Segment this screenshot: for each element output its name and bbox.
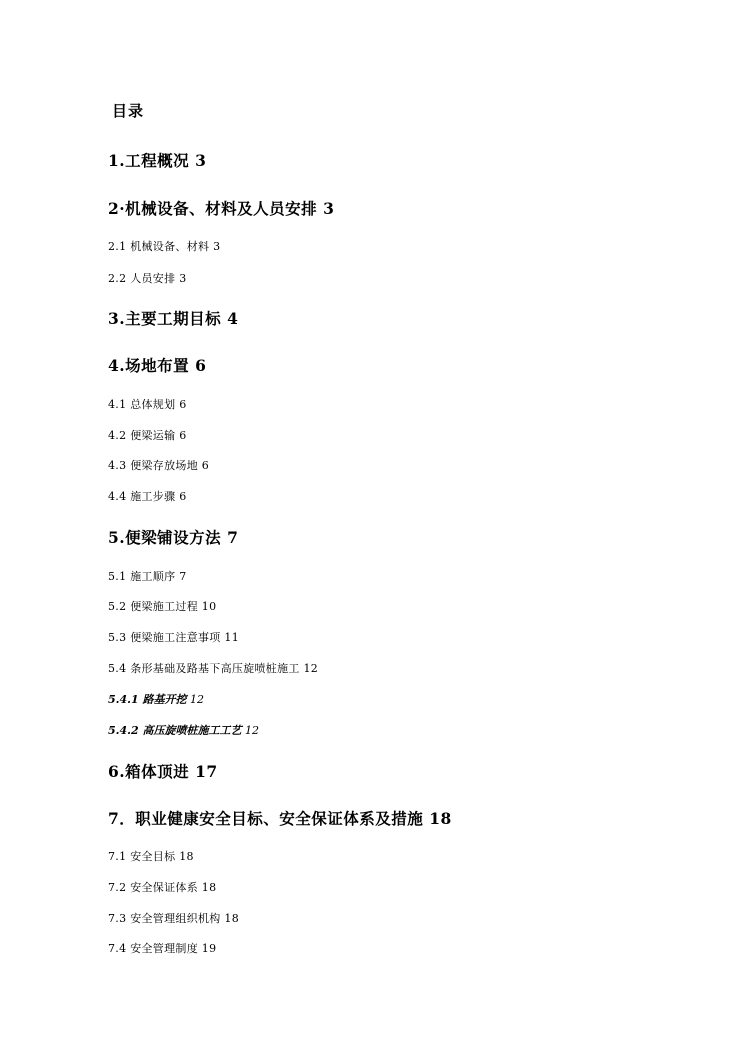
toc-entry-page: 10 — [201, 600, 217, 613]
toc-entry-page: 17 — [195, 762, 218, 781]
toc-entry-text: 5.4 条形基础及路基下高压旋喷桩施工 — [108, 662, 300, 675]
toc-entry-4-1[interactable] — [108, 396, 187, 412]
toc-entry-text: 5.3 便梁施工注意事项 — [108, 631, 221, 644]
toc-entry-text: 7.3 安全管理组织机构 — [108, 912, 221, 925]
toc-entry-5-4-1[interactable] — [108, 691, 204, 707]
toc-entry-page: 7 — [179, 570, 187, 583]
toc-entry-5[interactable] — [108, 526, 238, 548]
toc-entry-text: 4.2 便梁运输 — [108, 429, 176, 442]
toc-title: 目录 — [112, 102, 145, 120]
toc-entry-page: 12 — [303, 662, 319, 675]
toc-entry-page: 6 — [179, 429, 187, 442]
toc-entry-4-3[interactable] — [108, 457, 209, 473]
toc-entry-7-2[interactable] — [108, 879, 216, 895]
toc-entry-text: 5.4.1 路基开挖 — [108, 693, 187, 706]
toc-entry-text: 7.4 安全管理制度 — [108, 942, 198, 955]
toc-entry-text: 3.主要工期目标 — [108, 309, 222, 328]
toc-entry-page: 3 — [213, 240, 221, 253]
toc-entry-7[interactable] — [108, 807, 452, 829]
toc-entry-text: 5.1 施工顺序 — [108, 570, 176, 583]
toc-entry-text: 5.4.2 高压旋喷桩施工工艺 — [108, 724, 242, 737]
toc-entry-4-4[interactable] — [108, 488, 187, 504]
toc-entry-page: 3 — [323, 199, 335, 218]
toc-entry-page: 7 — [227, 528, 239, 547]
toc-entry-page: 18 — [201, 881, 217, 894]
toc-entry-4[interactable] — [108, 354, 206, 376]
toc-entry-page: 6 — [179, 490, 187, 503]
toc-entry-text: 5.便梁铺设方法 — [108, 528, 222, 547]
toc-entry-text: 6.箱体顶进 — [108, 762, 190, 781]
toc-entry-5-3[interactable] — [108, 629, 239, 645]
toc-entry-text: 2.1 机械设备、材料 — [108, 240, 210, 253]
toc-entry-page: 11 — [224, 631, 239, 644]
toc-entry-page: 3 — [179, 272, 187, 285]
toc-entry-page: 18 — [224, 912, 239, 925]
toc-entry-text: 5.2 便梁施工过程 — [108, 600, 198, 613]
toc-entry-7-4[interactable] — [108, 940, 216, 956]
toc-entry-2-1[interactable] — [108, 238, 220, 254]
toc-entry-page: 12 — [244, 724, 259, 737]
toc-entry-1[interactable] — [108, 149, 206, 171]
toc-entry-text: 2·机械设备、材料及人员安排 — [108, 199, 318, 218]
toc-entry-2[interactable] — [108, 197, 334, 219]
toc-list — [108, 0, 708, 1052]
toc-entry-page: 19 — [201, 942, 217, 955]
toc-entry-text: 4.1 总体规划 — [108, 398, 176, 411]
toc-entry-page: 6 — [179, 398, 187, 411]
toc-entry-text: 4.场地布置 — [108, 356, 190, 375]
toc-entry-text: 7．职业健康安全目标、安全保证体系及措施 — [108, 809, 424, 828]
toc-entry-page: 3 — [195, 151, 207, 170]
toc-entry-page: 18 — [179, 850, 194, 863]
toc-entry-2-2[interactable] — [108, 270, 187, 286]
toc-entry-text: 1.工程概况 — [108, 151, 190, 170]
toc-entry-4-2[interactable] — [108, 427, 187, 443]
toc-entry-text: 7.1 安全目标 — [108, 850, 176, 863]
toc-entry-page: 12 — [189, 693, 204, 706]
toc-entry-3[interactable] — [108, 307, 238, 329]
toc-entry-5-4-2[interactable] — [108, 722, 259, 738]
toc-entry-text: 4.4 施工步骤 — [108, 490, 176, 503]
toc-entry-page: 18 — [429, 809, 452, 828]
toc-entry-page: 6 — [201, 459, 210, 472]
toc-entry-text: 7.2 安全保证体系 — [108, 881, 198, 894]
toc-entry-text: 2.2 人员安排 — [108, 272, 176, 285]
toc-entry-5-4[interactable] — [108, 660, 318, 676]
toc-entry-page: 6 — [195, 356, 207, 375]
toc-entry-text: 4.3 便梁存放场地 — [108, 459, 198, 472]
toc-entry-6[interactable] — [108, 760, 218, 782]
toc-entry-7-3[interactable] — [108, 910, 239, 926]
toc-entry-7-1[interactable] — [108, 848, 194, 864]
toc-entry-page: 4 — [227, 309, 239, 328]
toc-entry-5-1[interactable] — [108, 568, 187, 584]
toc-entry-5-2[interactable] — [108, 598, 216, 614]
